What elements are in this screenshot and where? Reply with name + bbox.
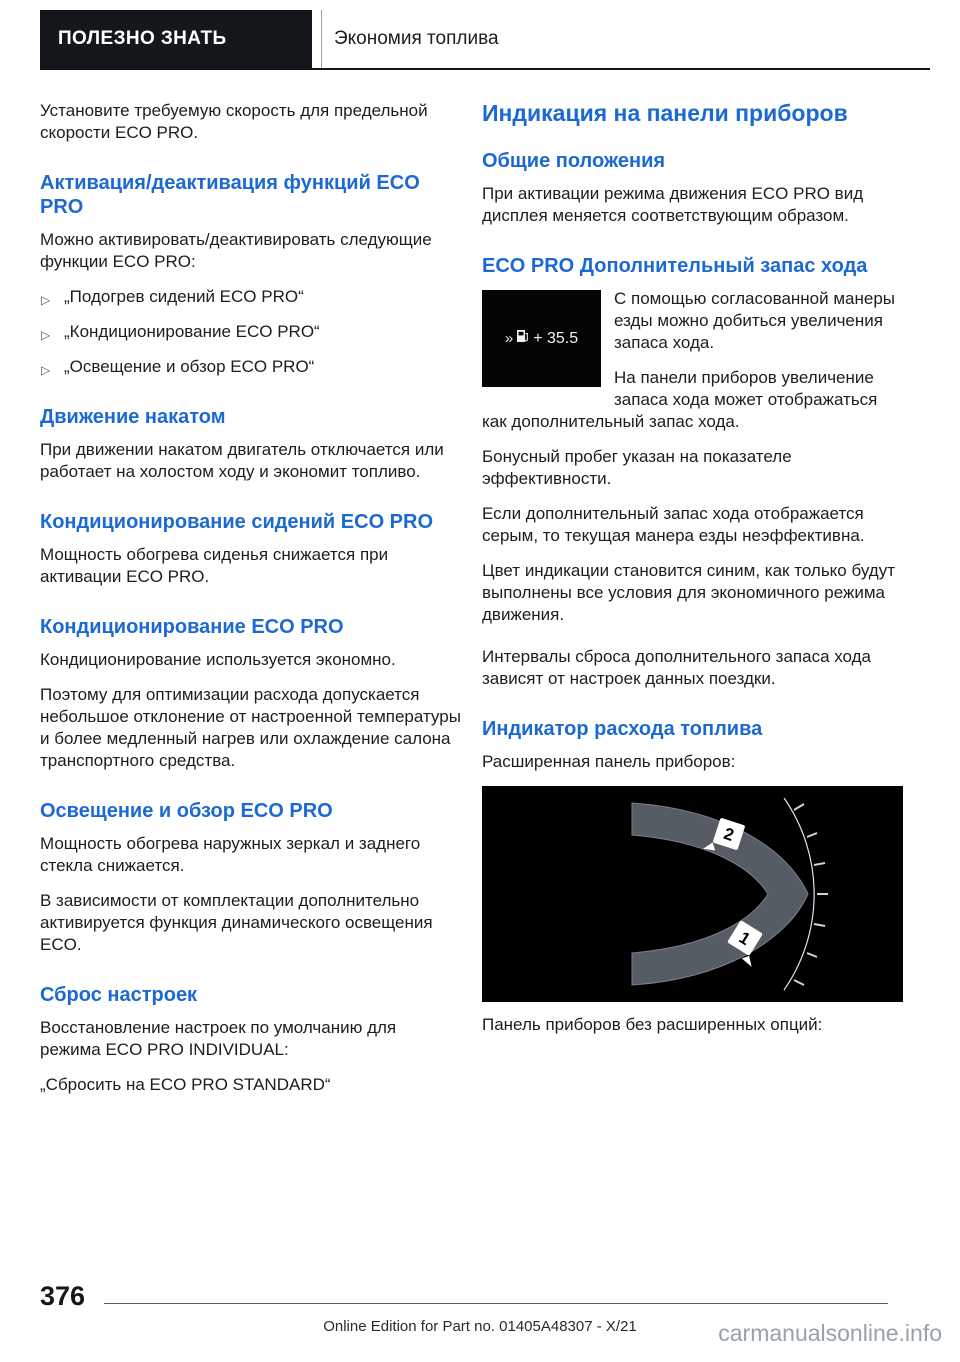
seat-climate-paragraph: Мощность обогрева сиденья снижается при активации ECO PRO. (40, 545, 389, 586)
list-item (40, 356, 461, 378)
climate-paragraph-1: Кондиционирование используется экономно. (40, 650, 396, 669)
list-item (40, 286, 461, 308)
bullet-label: „Кондиционирование ECO PRO“ (64, 322, 320, 341)
bonus-paragraph-6: Интервалы сброса дополнительного запаса хода зависят от настроек данных поездки. (482, 647, 872, 688)
bullet-triangle-icon: ▷ (41, 293, 51, 307)
bonus-paragraph-4: Если дополнительный запас хода отображается серым, то текущая манера езды неэффективна. (482, 504, 865, 545)
chevrons-label: » (504, 330, 513, 347)
heading-lighting: Освещение и обзор ECO PRO (40, 800, 333, 822)
gauge-figure (482, 786, 903, 1002)
bullet-label: „Подогрев сидений ECO PRO“ (64, 287, 304, 306)
bonus-range-value: + 35.5 (533, 329, 579, 347)
left-column (40, 100, 461, 1109)
heading-activation: Активация/деактивация функций ECO PRO (40, 172, 420, 218)
intro-paragraph: Установите требуемую скорость для предельной скорости ECO PRO. (40, 101, 428, 142)
reset-paragraph-1: Восстановление настроек по умолчанию для режима ECO PRO INDIVIDUAL: (40, 1018, 397, 1059)
gauge-marker-1-label: 1 (735, 927, 754, 949)
heading-coasting: Движение накатом (40, 406, 226, 428)
right-column (482, 100, 903, 1109)
edition-note: Online Edition for Part no. 01405A48307 - X/21 (323, 1318, 637, 1335)
bullet-list (40, 286, 461, 378)
bonus-range-figure (482, 290, 601, 387)
coasting-paragraph: При движении накатом двигатель отключается или работает на холостом ходу и экономит топливо. (40, 440, 444, 481)
page-number: 376 (40, 1281, 86, 1311)
bullet-triangle-icon: ▷ (41, 363, 51, 377)
header-section-box (40, 10, 312, 68)
lighting-paragraph-1: Мощность обогрева наружных зеркал и заднего стекла снижается. (40, 834, 421, 875)
reset-paragraph-2: „Сбросить на ECO PRO STANDARD“ (40, 1075, 331, 1094)
bullet-label: „Освещение и обзор ECO PRO“ (64, 357, 315, 376)
lighting-paragraph-2: В зависимости от комплектации дополнительно активируется функция динамического освещения ECO. (40, 891, 433, 954)
activation-paragraph: Можно активировать/деактивировать следующие функции ECO PRO: (40, 230, 432, 271)
header-chapter-label: Экономия топлива (334, 28, 499, 49)
heading-bonus-range: ECO PRO Дополнительный запас хода (482, 255, 868, 277)
heading-reset: Сброс настроек (40, 984, 198, 1006)
heading-general: Общие положения (482, 150, 666, 172)
fuel-paragraph-2: Панель приборов без расширенных опций: (482, 1015, 823, 1034)
fuel-pump-icon (516, 328, 529, 349)
heading-seat-climate: Кондиционирование сидений ECO PRO (40, 511, 434, 533)
bonus-paragraph-5: Цвет индикации становится синим, как только будут выполнены все условия для экономичного режима движения. (482, 561, 895, 624)
fuel-paragraph-1: Расширенная панель приборов: (482, 752, 736, 771)
heading-fuel-indicator: Индикатор расхода топлива (482, 718, 763, 740)
list-item (40, 321, 461, 343)
bonus-paragraph-1: С помощью согласованной манеры езды можно добиться увеличения запаса хода. (614, 289, 896, 352)
watermark: carmanualsonline.info (718, 1320, 942, 1346)
heading-climate: Кондиционирование ECO PRO (40, 616, 344, 638)
bonus-paragraph-2: На панели приборов увеличение запаса хода может отображаться как дополнительный запас хода. (482, 368, 878, 431)
page-header (40, 10, 930, 70)
climate-paragraph-2: Поэтому для оптимизации расхода допускается небольшое отклонение от настроенной температуры и более медленный нагрев или охлаждение салона транспортного средства. (40, 685, 461, 770)
content (40, 100, 923, 1109)
footer-rule (104, 1303, 888, 1304)
gauge-marker-2-label: 2 (721, 823, 737, 845)
bonus-paragraph-3: Бонусный пробег указан на показателе эффективности. (482, 447, 792, 488)
header-section-label: ПОЛЕЗНО ЗНАТЬ (58, 28, 227, 49)
general-paragraph: При активации режима движения ECO PRO вид дисплея меняется соответствующим образом. (482, 184, 864, 225)
bullet-triangle-icon: ▷ (41, 328, 51, 342)
heading-indication: Индикация на панели приборов (482, 100, 848, 126)
